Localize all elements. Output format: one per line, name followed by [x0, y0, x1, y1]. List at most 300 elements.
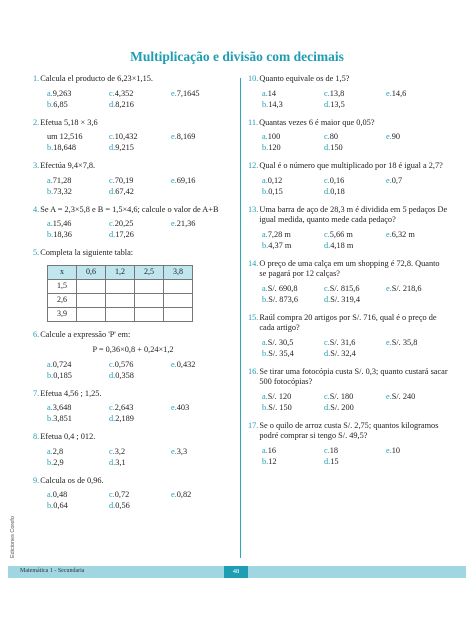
answer-option[interactable]	[262, 100, 324, 110]
question-text: Se tirar uma fotocópia custa S/. 0,3; quanto custará sacar 500 fotocópias?	[259, 366, 448, 386]
option-letter: b.	[262, 456, 269, 466]
table-blank-cell[interactable]	[135, 307, 164, 321]
question-number: 5.	[33, 248, 40, 257]
answer-option[interactable]	[386, 132, 448, 142]
option-letter: a.	[262, 88, 268, 98]
option-letter: b.	[47, 501, 54, 510]
question-text: Uma barra de aço de 28,3 m é dividida em 5 pedaços De igual medida, quanto mede cada pedaço?	[259, 204, 448, 224]
table-header-cell: 0,6	[77, 265, 106, 279]
option-letter: e.	[386, 229, 392, 239]
option-letter: b.	[262, 294, 269, 304]
answer-option[interactable]	[324, 143, 386, 153]
table-blank-cell[interactable]	[77, 307, 106, 321]
option-value: 7,28 m	[267, 229, 291, 239]
question	[33, 432, 233, 468]
question	[248, 421, 448, 467]
option-letter: c.	[109, 359, 115, 369]
page-number: 48	[224, 566, 248, 578]
question-number: 13.	[248, 204, 259, 214]
answer-option[interactable]	[47, 143, 109, 153]
option-letter: d.	[324, 456, 331, 466]
answer-option[interactable]	[324, 230, 386, 240]
answer-option[interactable]	[324, 89, 386, 99]
option-letter: c.	[109, 490, 115, 499]
table-header-cell: x	[48, 265, 77, 279]
option-value: S/. 319,4	[330, 294, 360, 304]
answer-option[interactable]	[171, 89, 233, 99]
option-letter: a.	[262, 132, 268, 141]
option-value: 6,85	[53, 99, 68, 109]
question-number: 10.	[248, 74, 259, 83]
option-value: 4,18 m	[330, 240, 354, 250]
answer-option[interactable]	[109, 490, 171, 500]
option-value: 15,46	[52, 219, 72, 228]
option-value: 3,3	[176, 446, 188, 456]
question	[33, 476, 233, 512]
option-letter: a.	[262, 229, 268, 239]
answer-options	[47, 360, 233, 381]
answer-options	[262, 176, 448, 197]
option-letter: b.	[262, 143, 269, 152]
option-letter: d.	[109, 501, 116, 510]
option-letter: e.	[386, 391, 392, 401]
answer-option[interactable]	[324, 392, 386, 402]
option-letter: c.	[109, 446, 115, 456]
answer-option[interactable]	[386, 284, 448, 294]
option-letter: a.	[262, 175, 268, 185]
question-number: 4.	[33, 204, 40, 214]
option-value: 8,169	[176, 132, 196, 141]
answer-option[interactable]	[47, 100, 109, 110]
table-blank-cell[interactable]	[77, 279, 106, 293]
answer-option[interactable]	[47, 490, 109, 500]
question-number: 12.	[248, 161, 259, 170]
option-letter: c.	[109, 175, 115, 185]
table-header-cell: 1,2	[106, 265, 135, 279]
answer-option[interactable]	[109, 447, 171, 457]
option-letter: e.	[171, 446, 177, 456]
question-text: Quanto equivale os de 1,5?	[259, 74, 350, 83]
answer-option[interactable]	[324, 349, 386, 359]
option-value: 10,432	[114, 132, 138, 141]
answer-option[interactable]	[171, 176, 233, 186]
option-value: 14	[267, 88, 277, 98]
answer-option[interactable]	[262, 230, 324, 240]
answer-option[interactable]	[109, 219, 171, 229]
option-letter: e.	[171, 132, 177, 141]
answer-option[interactable]	[171, 132, 233, 142]
option-value: S/. 32,4	[330, 348, 356, 358]
answer-option[interactable]	[262, 457, 324, 467]
answer-option[interactable]	[262, 284, 324, 294]
answer-option[interactable]	[47, 230, 109, 240]
option-value: S/. 120	[267, 391, 292, 401]
footer-bar	[8, 566, 466, 578]
table-header-cell: 2,5	[135, 265, 164, 279]
option-letter: d.	[109, 414, 116, 423]
option-value: 0,12	[267, 175, 283, 185]
answer-option[interactable]	[262, 338, 324, 348]
question-text: Efetua 4,56 ; 1,25.	[40, 388, 102, 398]
question-number: 16.	[248, 366, 259, 376]
answer-option[interactable]	[109, 371, 171, 381]
option-value: 0,64	[53, 501, 68, 510]
answer-option[interactable]	[262, 295, 324, 305]
question-number: 14.	[248, 258, 259, 268]
answer-option[interactable]	[47, 371, 109, 381]
answer-option[interactable]	[386, 89, 448, 99]
left-column	[33, 74, 233, 519]
answer-option[interactable]	[262, 187, 324, 197]
option-letter: d.	[324, 294, 331, 304]
question	[33, 74, 233, 110]
option-value: 5,66 m	[329, 229, 353, 239]
answer-options	[262, 132, 448, 153]
option-value: 3,2	[114, 446, 126, 456]
answer-option[interactable]	[109, 132, 171, 142]
option-value: 0,358	[115, 370, 134, 380]
answer-option[interactable]	[47, 501, 109, 511]
answer-option[interactable]	[47, 458, 109, 468]
option-value: 10	[391, 445, 401, 455]
answer-option[interactable]	[171, 403, 233, 413]
answer-option[interactable]	[324, 100, 386, 110]
table-blank-cell[interactable]	[135, 279, 164, 293]
formula: P = 0,36×0,8 + 0,24×1,2	[92, 345, 174, 354]
option-value: 18,36	[53, 230, 72, 239]
option-letter: c.	[324, 391, 330, 401]
option-letter: e.	[171, 403, 177, 412]
table-blank-cell[interactable]	[164, 307, 193, 321]
question-number: 17.	[248, 420, 259, 430]
option-value: 403	[176, 403, 190, 412]
table-row-label: 2,6	[48, 293, 77, 307]
option-letter: d.	[109, 186, 116, 196]
table-blank-cell[interactable]	[164, 279, 193, 293]
question-text: Quantas vezes 6 é maior que 0,05?	[259, 117, 375, 127]
column-divider	[240, 78, 241, 558]
option-letter: b.	[262, 186, 269, 196]
option-letter: a.	[47, 403, 53, 412]
option-letter: a.	[47, 490, 53, 499]
option-letter: b.	[262, 402, 269, 412]
answer-option[interactable]	[47, 219, 109, 229]
answer-option[interactable]	[324, 338, 386, 348]
answer-options	[262, 338, 448, 359]
option-value: 8,216	[115, 99, 134, 109]
question-text: O preço de uma calça em um shopping é 72,8. Quanto se pagará por 12 calças?	[259, 258, 440, 278]
option-letter: c.	[324, 132, 330, 141]
option-value: 13,5	[330, 99, 345, 109]
option-value: 0,82	[176, 490, 192, 499]
answer-option[interactable]	[109, 360, 171, 370]
table-blank-cell[interactable]	[135, 293, 164, 307]
answer-option[interactable]	[324, 295, 386, 305]
option-letter: d.	[109, 99, 116, 109]
answer-option[interactable]	[109, 414, 171, 424]
answer-option[interactable]	[47, 360, 109, 370]
answer-option[interactable]	[386, 392, 448, 402]
option-letter: e.	[386, 175, 392, 185]
answer-option[interactable]	[47, 132, 109, 142]
option-letter: c.	[109, 219, 115, 228]
option-letter: b.	[47, 370, 54, 380]
option-letter: d.	[324, 240, 331, 250]
option-letter: d.	[324, 99, 331, 109]
option-letter: e.	[171, 359, 177, 369]
answer-option[interactable]	[109, 89, 171, 99]
option-value: 16	[267, 445, 277, 455]
answer-options	[262, 230, 448, 251]
answer-options	[47, 490, 233, 511]
option-value: 9,215	[115, 143, 134, 152]
option-letter: a.	[262, 337, 268, 347]
answer-options	[47, 403, 233, 424]
option-value: 3,648	[52, 403, 72, 412]
question-text: Calcula el producto de 6,23×1,15.	[40, 74, 153, 83]
question	[248, 259, 448, 305]
answer-option[interactable]	[324, 446, 386, 456]
option-value: 6,32 m	[391, 229, 415, 239]
option-value: 100	[267, 132, 281, 141]
option-letter: b.	[47, 414, 54, 423]
option-value: 2,8	[52, 446, 64, 456]
question-text: Efetua 5,18 × 3,6	[40, 117, 98, 127]
answer-option[interactable]	[109, 100, 171, 110]
answer-option[interactable]	[171, 360, 233, 370]
option-value: 0,72	[114, 490, 130, 499]
question-text: Calcula os de 0,96.	[40, 475, 104, 485]
option-value: S/. 218,6	[391, 283, 422, 293]
question	[248, 313, 448, 359]
answer-option[interactable]	[386, 338, 448, 348]
option-value: 14,6	[391, 88, 407, 98]
option-value: 14,3	[268, 99, 283, 109]
option-value: 90	[391, 132, 401, 141]
option-letter: c.	[324, 175, 330, 185]
option-letter: a.	[262, 445, 268, 455]
answer-option[interactable]	[262, 241, 324, 251]
answer-option[interactable]	[324, 132, 386, 142]
question-text: Se A = 2,3×5,8 e B = 1,5×4,6; calcule o valor de A+B	[40, 204, 219, 214]
option-letter: e.	[171, 219, 177, 228]
answer-option[interactable]	[47, 176, 109, 186]
answer-option[interactable]	[47, 414, 109, 424]
option-value: 0,432	[176, 359, 196, 369]
option-value: 3,1	[115, 457, 126, 467]
answer-option[interactable]	[109, 230, 171, 240]
option-value: 17,26	[115, 230, 134, 239]
option-value: 4,37 m	[268, 240, 292, 250]
option-value: S/. 240	[391, 391, 416, 401]
question	[248, 205, 448, 251]
option-letter: b.	[262, 348, 269, 358]
question-text: Completa la siguiente tabla:	[40, 248, 134, 257]
option-letter: b.	[47, 230, 54, 239]
answer-option[interactable]	[386, 230, 448, 240]
option-value: 80	[329, 132, 339, 141]
option-value: 0,18	[330, 186, 345, 196]
option-letter: a.	[47, 446, 53, 456]
answer-option[interactable]	[109, 501, 171, 511]
option-value: 13,8	[329, 88, 345, 98]
option-value: S/. 815,6	[329, 283, 360, 293]
answer-options	[262, 392, 448, 413]
answer-option[interactable]	[262, 392, 324, 402]
option-letter: e.	[386, 283, 392, 293]
answer-options	[47, 219, 233, 240]
table-blank-cell[interactable]	[106, 293, 135, 307]
option-letter: a.	[47, 359, 53, 369]
option-value: 2,643	[114, 403, 134, 412]
question-number: 2.	[33, 117, 40, 127]
option-letter: b.	[47, 457, 54, 467]
option-value: 2,9	[53, 457, 64, 467]
question-number: 3.	[33, 161, 40, 170]
answer-options	[262, 284, 448, 305]
question-number: 1.	[33, 74, 40, 83]
answer-option[interactable]	[262, 403, 324, 413]
answer-option[interactable]	[324, 187, 386, 197]
option-value: 9,263	[52, 88, 72, 98]
answer-option[interactable]	[262, 349, 324, 359]
option-value: 71,28	[52, 175, 72, 185]
option-value: 150	[330, 143, 343, 152]
question	[33, 248, 233, 322]
answer-options	[47, 176, 233, 197]
option-value: S/. 873,6	[268, 294, 298, 304]
answer-options	[262, 446, 448, 467]
answer-option[interactable]	[324, 284, 386, 294]
answer-option[interactable]	[47, 403, 109, 413]
question	[248, 161, 448, 197]
option-value: S/. 35,4	[268, 348, 294, 358]
answer-option[interactable]	[47, 447, 109, 457]
answer-option[interactable]	[47, 187, 109, 197]
option-letter: c.	[109, 88, 115, 98]
page-title: Multiplicação e divisão com decimais	[130, 49, 344, 64]
answer-option[interactable]	[171, 490, 233, 500]
question	[33, 118, 233, 154]
option-value: 0,15	[268, 186, 283, 196]
answer-option[interactable]	[47, 89, 109, 99]
option-letter: d.	[324, 402, 331, 412]
question-text: Efetua 0,4 ; 012.	[40, 432, 96, 441]
option-value: 18	[329, 445, 339, 455]
option-value: um 12,516	[47, 132, 83, 141]
table-blank-cell[interactable]	[164, 293, 193, 307]
option-letter: d.	[109, 143, 116, 152]
footer-book-title: Matemática 1 - Secundaria	[20, 568, 85, 574]
answer-option[interactable]	[262, 89, 324, 99]
answer-option[interactable]	[171, 447, 233, 457]
table-row-label: 3,9	[48, 307, 77, 321]
question	[33, 330, 233, 381]
answer-option[interactable]	[262, 176, 324, 186]
table-blank-cell[interactable]	[106, 279, 135, 293]
option-value: 18,648	[53, 143, 77, 152]
option-letter: c.	[324, 445, 330, 455]
table-blank-cell[interactable]	[106, 307, 135, 321]
right-column	[248, 74, 448, 475]
answer-option[interactable]	[386, 176, 448, 186]
question-text: Calcule a expressão 'P' em:	[40, 329, 131, 339]
option-value: 0,7	[391, 175, 403, 185]
answer-option[interactable]	[109, 176, 171, 186]
option-value: S/. 150	[268, 402, 292, 412]
answer-option[interactable]	[324, 403, 386, 413]
question-text: Efectúa 9,4×7,8.	[40, 161, 96, 170]
question-text: Raúl compra 20 artigos por S/. 716, qual é o preço de cada artigo?	[259, 312, 437, 332]
answer-option[interactable]	[262, 446, 324, 456]
answer-option[interactable]	[109, 143, 171, 153]
question-text: Qual é o número que multiplicado por 18 é igual a 2,7?	[259, 161, 443, 170]
answer-option[interactable]	[109, 458, 171, 468]
option-value: 21,36	[176, 219, 196, 228]
option-letter: b.	[47, 99, 54, 109]
option-letter: a.	[47, 219, 53, 228]
option-value: 7,1645	[176, 88, 200, 98]
option-value: S/. 30,5	[267, 337, 294, 347]
answer-option[interactable]	[109, 403, 171, 413]
question	[33, 389, 233, 425]
answer-option[interactable]	[262, 143, 324, 153]
option-letter: a.	[262, 283, 268, 293]
answer-option[interactable]	[171, 219, 233, 229]
option-letter: a.	[262, 391, 268, 401]
answer-options	[262, 89, 448, 110]
option-letter: e.	[171, 490, 177, 499]
question-number: 6.	[33, 329, 40, 339]
option-letter: d.	[324, 348, 331, 358]
answer-option[interactable]	[386, 446, 448, 456]
option-letter: c.	[109, 403, 115, 412]
answer-option[interactable]	[324, 241, 386, 251]
option-value: 70,19	[114, 175, 134, 185]
option-value: 120	[268, 143, 281, 152]
option-letter: b.	[262, 99, 269, 109]
option-value: 20,25	[114, 219, 134, 228]
option-letter: c.	[324, 88, 330, 98]
option-value: 0,185	[53, 370, 72, 380]
option-value: S/. 690,8	[267, 283, 298, 293]
answer-option[interactable]	[324, 457, 386, 467]
option-letter: e.	[386, 337, 392, 347]
question-number: 7.	[33, 388, 40, 398]
option-value: 73,32	[53, 186, 72, 196]
table-blank-cell[interactable]	[77, 293, 106, 307]
option-letter: e.	[386, 88, 392, 98]
completion-table	[47, 265, 193, 322]
option-letter: b.	[47, 186, 54, 196]
question-number: 11.	[248, 117, 259, 127]
option-value: S/. 35,8	[391, 337, 418, 347]
option-letter: a.	[47, 175, 53, 185]
answer-options	[47, 447, 233, 468]
option-letter: c.	[324, 229, 330, 239]
option-letter: e.	[171, 88, 177, 98]
option-letter: d.	[109, 370, 116, 380]
answer-option[interactable]	[324, 176, 386, 186]
option-letter: d.	[109, 457, 116, 467]
option-letter: c.	[324, 283, 330, 293]
question	[33, 205, 233, 241]
answer-option[interactable]	[262, 132, 324, 142]
answer-option[interactable]	[109, 187, 171, 197]
option-value: 3,851	[53, 414, 72, 423]
option-value: 69,16	[176, 175, 196, 185]
option-value: 12	[268, 456, 277, 466]
